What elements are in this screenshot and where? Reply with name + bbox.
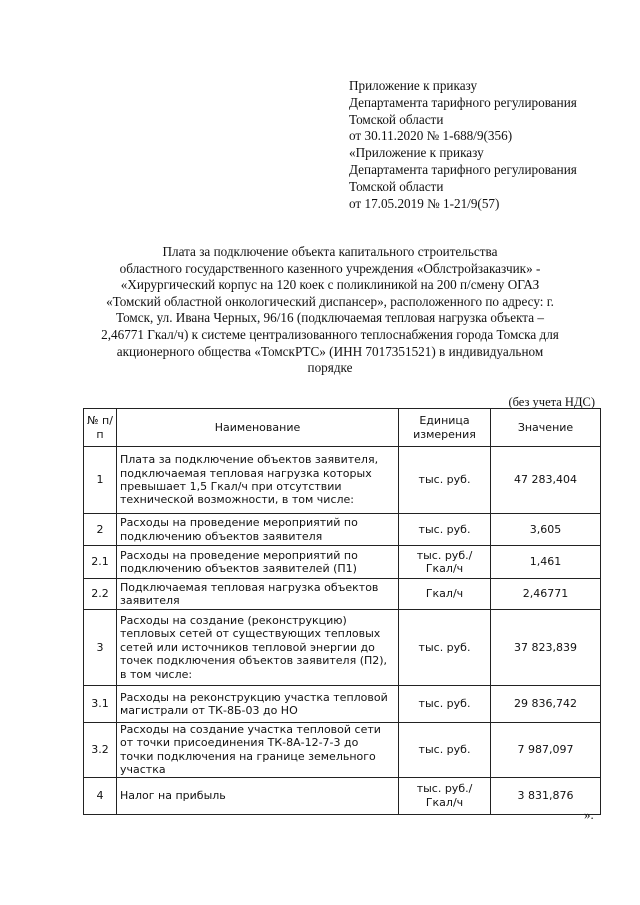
row-name: Налог на прибыль (117, 777, 399, 814)
header-line: Томской области (349, 178, 444, 194)
row-unit: тыс. руб. (399, 723, 491, 778)
row-num: 4 (84, 777, 117, 814)
title-line: порядке (307, 360, 353, 376)
row-unit: тыс. руб. (399, 610, 491, 686)
row-num: 3 (84, 610, 117, 686)
row-num: 3.1 (84, 686, 117, 723)
row-num: 1 (84, 447, 117, 514)
table-row (84, 447, 601, 514)
fee-table (83, 408, 601, 815)
table-row (84, 514, 601, 546)
header-line: Департамента тарифного регулирования (349, 161, 577, 177)
closing-quote-mark: ». (584, 807, 594, 822)
column-header-num: № п/п (84, 409, 117, 447)
row-value: 2,46771 (491, 579, 601, 610)
row-num: 2 (84, 514, 117, 546)
row-name: Расходы на проведение мероприятий по подключению объектов заявителей (П1) (117, 546, 399, 579)
title-line: акционерного общества «ТомскРТС» (ИНН 7017351521) в индивидуальном (116, 343, 544, 359)
column-header-name: Наименование (117, 409, 399, 447)
table-header-row (84, 409, 601, 447)
row-unit: тыс. руб./ Гкал/ч (399, 546, 491, 579)
row-value: 37 823,839 (491, 610, 601, 686)
table-row (84, 777, 601, 814)
table-row (84, 610, 601, 686)
row-name: Расходы на проведение мероприятий по подключению объектов заявителя (117, 514, 399, 546)
table-row (84, 686, 601, 723)
row-value: 47 283,404 (491, 447, 601, 514)
vat-note: (без учета НДС) (508, 395, 595, 409)
row-name: Расходы на создание (реконструкцию) тепловых сетей от существующих тепловых сетей или источников тепловой энергии до точек подключения объектов заявителя (П2), в том числе: (117, 610, 399, 686)
header-line: Приложение к приказу (349, 78, 478, 93)
title-line: 2,46771 Гкал/ч) к системе централизованного теплоснабжения города Томска для (101, 326, 559, 342)
header-line: от 17.05.2019 № 1-21/9(57) (349, 195, 500, 211)
row-unit: тыс. руб./ Гкал/ч (399, 777, 491, 814)
table-row (84, 579, 601, 610)
table-row (84, 546, 601, 579)
title-line: областного государственного казенного учреждения «Облстройзаказчик» - (119, 260, 541, 276)
title-line: Плата за подключение объекта капитального строительства (162, 244, 498, 259)
title-line: Томск, ул. Ивана Черных, 96/16 (подключаемая тепловая нагрузка объекта – (116, 310, 544, 326)
row-unit: тыс. руб. (399, 447, 491, 514)
header-line: Томской области (349, 111, 444, 127)
row-unit: тыс. руб. (399, 686, 491, 723)
table-row (84, 723, 601, 778)
column-header-value: Значение (491, 409, 601, 447)
header-line: Департамента тарифного регулирования (349, 94, 577, 110)
row-name: Расходы на реконструкцию участка тепловой магистрали от ТК-8Б-03 до НО (117, 686, 399, 723)
row-unit: Гкал/ч (399, 579, 491, 610)
row-num: 3.2 (84, 723, 117, 778)
title-line: «Томский областной онкологический диспансер», расположенного по адресу: г. (106, 293, 554, 309)
row-name: Плата за подключение объектов заявителя, подключаемая тепловая нагрузка которых превышает 1,5 Гкал/ч при отсутствии технической возможности, в том числе: (117, 447, 399, 514)
document-title (80, 244, 580, 377)
column-header-unit: Единица измерения (399, 409, 491, 447)
order-appendix-header (349, 78, 629, 212)
row-unit: тыс. руб. (399, 514, 491, 546)
header-line: «Приложение к приказу (349, 145, 484, 161)
row-name: Расходы на создание участка тепловой сети от точки присоединения ТК-8А-12-7-3 до точки подключения на границе земельного участка (117, 723, 399, 778)
row-value: 29 836,742 (491, 686, 601, 723)
row-value: 3 831,876 (491, 777, 601, 814)
row-num: 2.2 (84, 579, 117, 610)
row-value: 7 987,097 (491, 723, 601, 778)
row-value: 1,461 (491, 546, 601, 579)
row-name: Подключаемая тепловая нагрузка объектов заявителя (117, 579, 399, 610)
header-line: от 30.11.2020 № 1-688/9(356) (349, 128, 513, 144)
title-line: «Хирургический корпус на 120 коек с поликлиникой на 200 п/смену ОГАЗ (120, 277, 540, 293)
row-num: 2.1 (84, 546, 117, 579)
row-value: 3,605 (491, 514, 601, 546)
